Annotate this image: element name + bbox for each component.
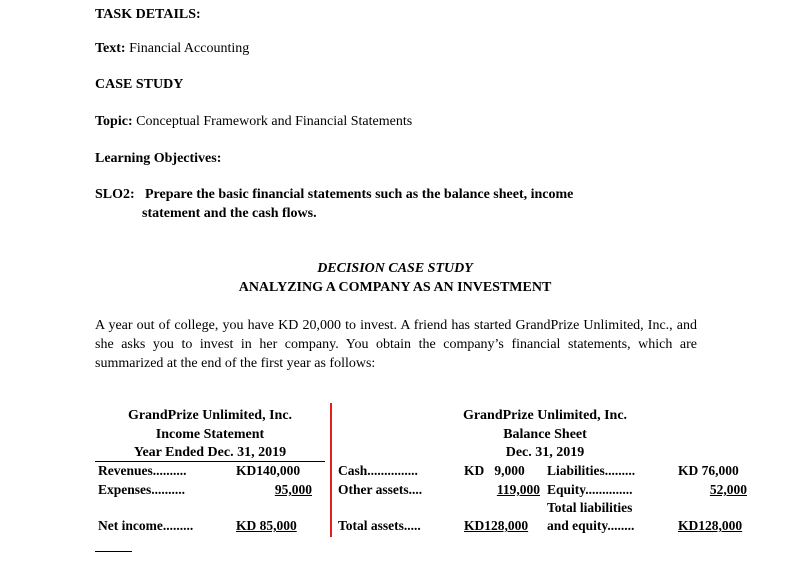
balance-sheet-title: Balance Sheet bbox=[503, 427, 587, 442]
slo-text-line1: Prepare the basic financial statements such as the balance sheet, income bbox=[145, 187, 574, 202]
income-period: Year Ended Dec. 31, 2019 bbox=[133, 445, 287, 460]
liabilities-label: Liabilities......... bbox=[547, 463, 636, 478]
revenues-value: KD140,000 bbox=[236, 463, 301, 478]
expenses-value: 95,000 bbox=[274, 482, 312, 497]
total-liabilities-equity-value: KD128,000 bbox=[678, 518, 743, 533]
task-details-heading: TASK DETAILS: bbox=[95, 7, 201, 22]
topic-line bbox=[95, 114, 412, 130]
net-income-value: KD 85,000 bbox=[236, 518, 297, 533]
other-assets-label: Other assets.... bbox=[338, 482, 423, 497]
total-liabilities-label-line2: and equity........ bbox=[547, 518, 635, 533]
red-divider bbox=[330, 403, 332, 537]
total-assets-value: KD128,000 bbox=[464, 518, 529, 533]
footnote-rule bbox=[95, 551, 132, 552]
total-assets-label: Total assets..... bbox=[338, 518, 421, 533]
expenses-label: Expenses.......... bbox=[98, 482, 186, 497]
cash-value: KD 9,000 bbox=[464, 463, 525, 478]
text-line bbox=[95, 41, 249, 57]
learning-objectives-heading: Learning Objectives: bbox=[95, 151, 222, 166]
text-label: Text: bbox=[95, 41, 126, 56]
topic-value: Conceptual Framework and Financial Statements bbox=[136, 114, 413, 129]
liabilities-value: KD 76,000 bbox=[678, 463, 739, 478]
revenues-label: Revenues.......... bbox=[98, 463, 187, 478]
balance-date: Dec. 31, 2019 bbox=[505, 445, 585, 460]
cash-label: Cash............... bbox=[338, 463, 418, 478]
text-value: Financial Accounting bbox=[129, 41, 250, 56]
other-assets-value: 119,000 bbox=[496, 482, 540, 497]
income-statement-title: Income Statement bbox=[155, 427, 265, 442]
income-header-rule bbox=[95, 461, 325, 462]
slo-code: SLO2: bbox=[95, 187, 135, 202]
case-subtitle: ANALYZING A COMPANY AS AN INVESTMENT bbox=[238, 280, 552, 295]
income-company-name: GrandPrize Unlimited, Inc. bbox=[127, 408, 293, 423]
topic-label: Topic: bbox=[95, 114, 133, 129]
case-paragraph: A year out of college, you have KD 20,000 to invest. A friend has started GrandPrize Unlimited, Inc., and she asks you to invest in her company. You obtain the company’s financial statements, which are summarized at the end of the first year as follows: bbox=[95, 318, 697, 371]
equity-label: Equity.............. bbox=[547, 482, 633, 497]
case-study-heading: CASE STUDY bbox=[95, 77, 184, 92]
equity-value: 52,000 bbox=[709, 482, 747, 497]
case-title: DECISION CASE STUDY bbox=[317, 261, 473, 276]
balance-company-name: GrandPrize Unlimited, Inc. bbox=[462, 408, 628, 423]
slo-text-line2: statement and the cash flows. bbox=[142, 206, 317, 221]
net-income-label: Net income......... bbox=[98, 518, 194, 533]
total-liabilities-label-line1: Total liabilities bbox=[547, 500, 633, 515]
